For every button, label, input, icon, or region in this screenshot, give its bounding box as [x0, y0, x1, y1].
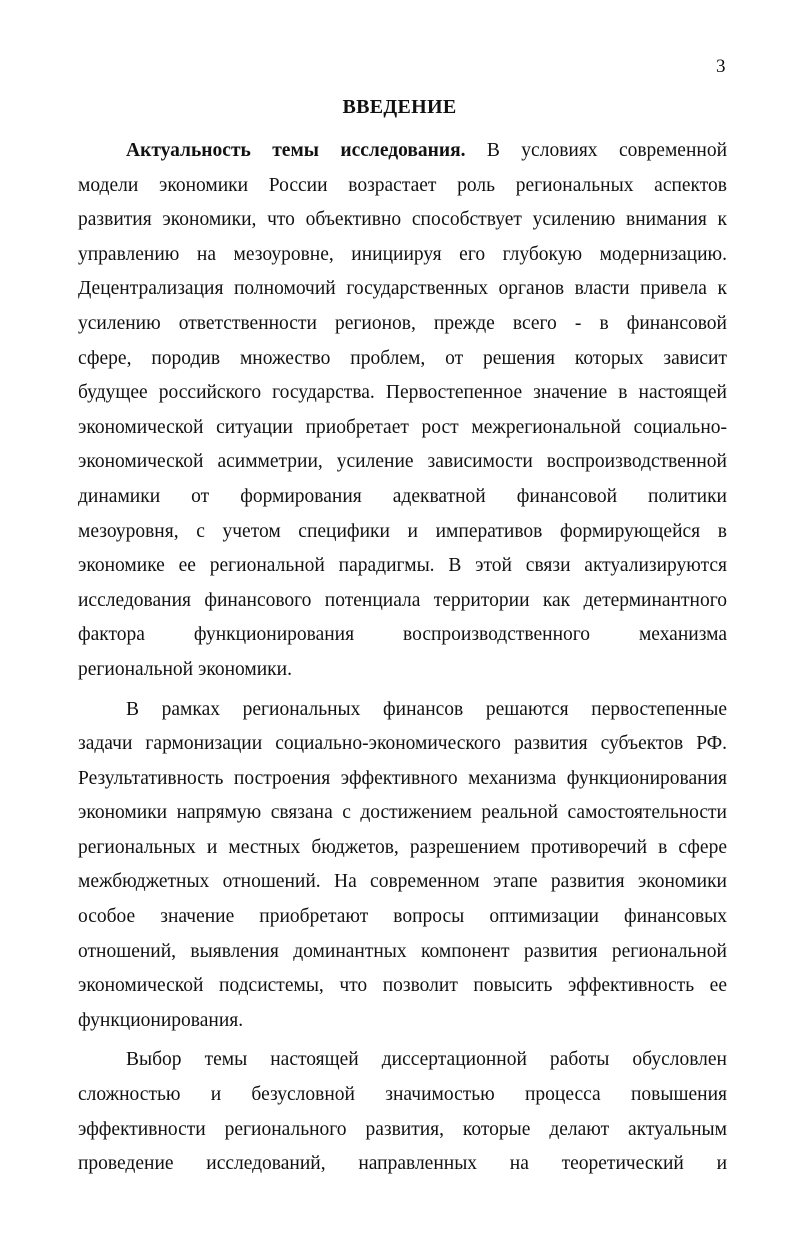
paragraph-1-line-7: сфере, породив множество проблем, от решения которых зависит	[78, 347, 727, 369]
paragraph-1-line-2: модели экономики России возрастает роль региональных аспектов	[78, 174, 727, 196]
paragraph-2-line-8: отношений, выявления доминантных компонент развития региональной	[78, 940, 727, 962]
paragraph-2-line-10: функционирования.	[78, 1009, 244, 1031]
paragraph-1-line-10: экономической асимметрии, усиление зависимости воспроизводственной	[78, 451, 727, 473]
paragraph-1-lead: Актуальность темы исследования.	[126, 140, 466, 161]
paragraph-1-line-5: Децентрализация полномочий государственных органов власти привела к	[78, 278, 727, 300]
paragraph-1-line-15: фактора функционирования воспроизводственного механизма	[78, 624, 727, 646]
paragraph-2-line-5: региональных и местных бюджетов, разрешением противоречий в сфере	[78, 836, 727, 858]
page-number: 3	[716, 56, 726, 77]
paragraph-3-line-2: сложностью и безусловной значимостью процесса повышения	[78, 1084, 727, 1106]
paragraph-2-line-4: экономики напрямую связана с достижением реальной самостоятельности	[78, 802, 727, 824]
paragraph-1-line-13: экономике ее региональной парадигмы. В этой связи актуализируются	[78, 555, 727, 577]
paragraph-1-line-14: исследования финансового потенциала территории как детерминантного	[78, 589, 727, 611]
paragraph-1-line-1-text: В условиях современной	[486, 140, 728, 161]
paragraph-2-line-7: особое значение приобретают вопросы оптимизации финансовых	[78, 906, 727, 928]
paragraph-2-line-6: межбюджетных отношений. На современном этапе развития экономики	[78, 871, 727, 893]
paragraph-1-line-11: динамики от формирования адекватной финансовой политики	[78, 485, 727, 507]
paragraph-1-line-12: мезоуровня, с учетом специфики и императивов формирующейся в	[78, 520, 727, 542]
paragraph-1-line-8: будущее российского государства. Первостепенное значение в настоящей	[78, 382, 727, 404]
paragraph-1-line-1	[78, 134, 727, 169]
paragraph-1-line-6: усилению ответственности регионов, прежде всего - в финансовой	[78, 312, 727, 334]
paragraph-1-line-9: экономической ситуации приобретает рост межрегиональной социально-	[78, 416, 727, 438]
paragraph-2-line-9: экономической подсистемы, что позволит повысить эффективность ее	[78, 975, 727, 997]
section-heading: ВВЕДЕНИЕ	[342, 96, 457, 118]
paragraph-2-line-3: Результативность построения эффективного механизма функционирования	[78, 767, 727, 789]
paragraph-3-line-3: эффективности регионального развития, которые делают актуальным	[78, 1118, 727, 1140]
paragraph-3-line-1: Выбор темы настоящей диссертационной работы обусловлен	[126, 1049, 727, 1071]
paragraph-1-line-4: управлению на мезоуровне, инициируя его глубокую модернизацию.	[78, 243, 727, 265]
body-text	[78, 134, 727, 1182]
paragraph-1-line-3: развития экономики, что объективно способствует усилению внимания к	[78, 209, 727, 231]
paragraph-3-line-4: проведение исследований, направленных на теоретический и	[78, 1153, 727, 1175]
paragraph-2-line-1: В рамках региональных финансов решаются первостепенные	[126, 698, 727, 720]
paragraph-1-line-16: региональной экономики.	[78, 658, 292, 680]
paragraph-2-line-2: задачи гармонизации социально-экономического развития субъектов РФ.	[78, 733, 727, 755]
